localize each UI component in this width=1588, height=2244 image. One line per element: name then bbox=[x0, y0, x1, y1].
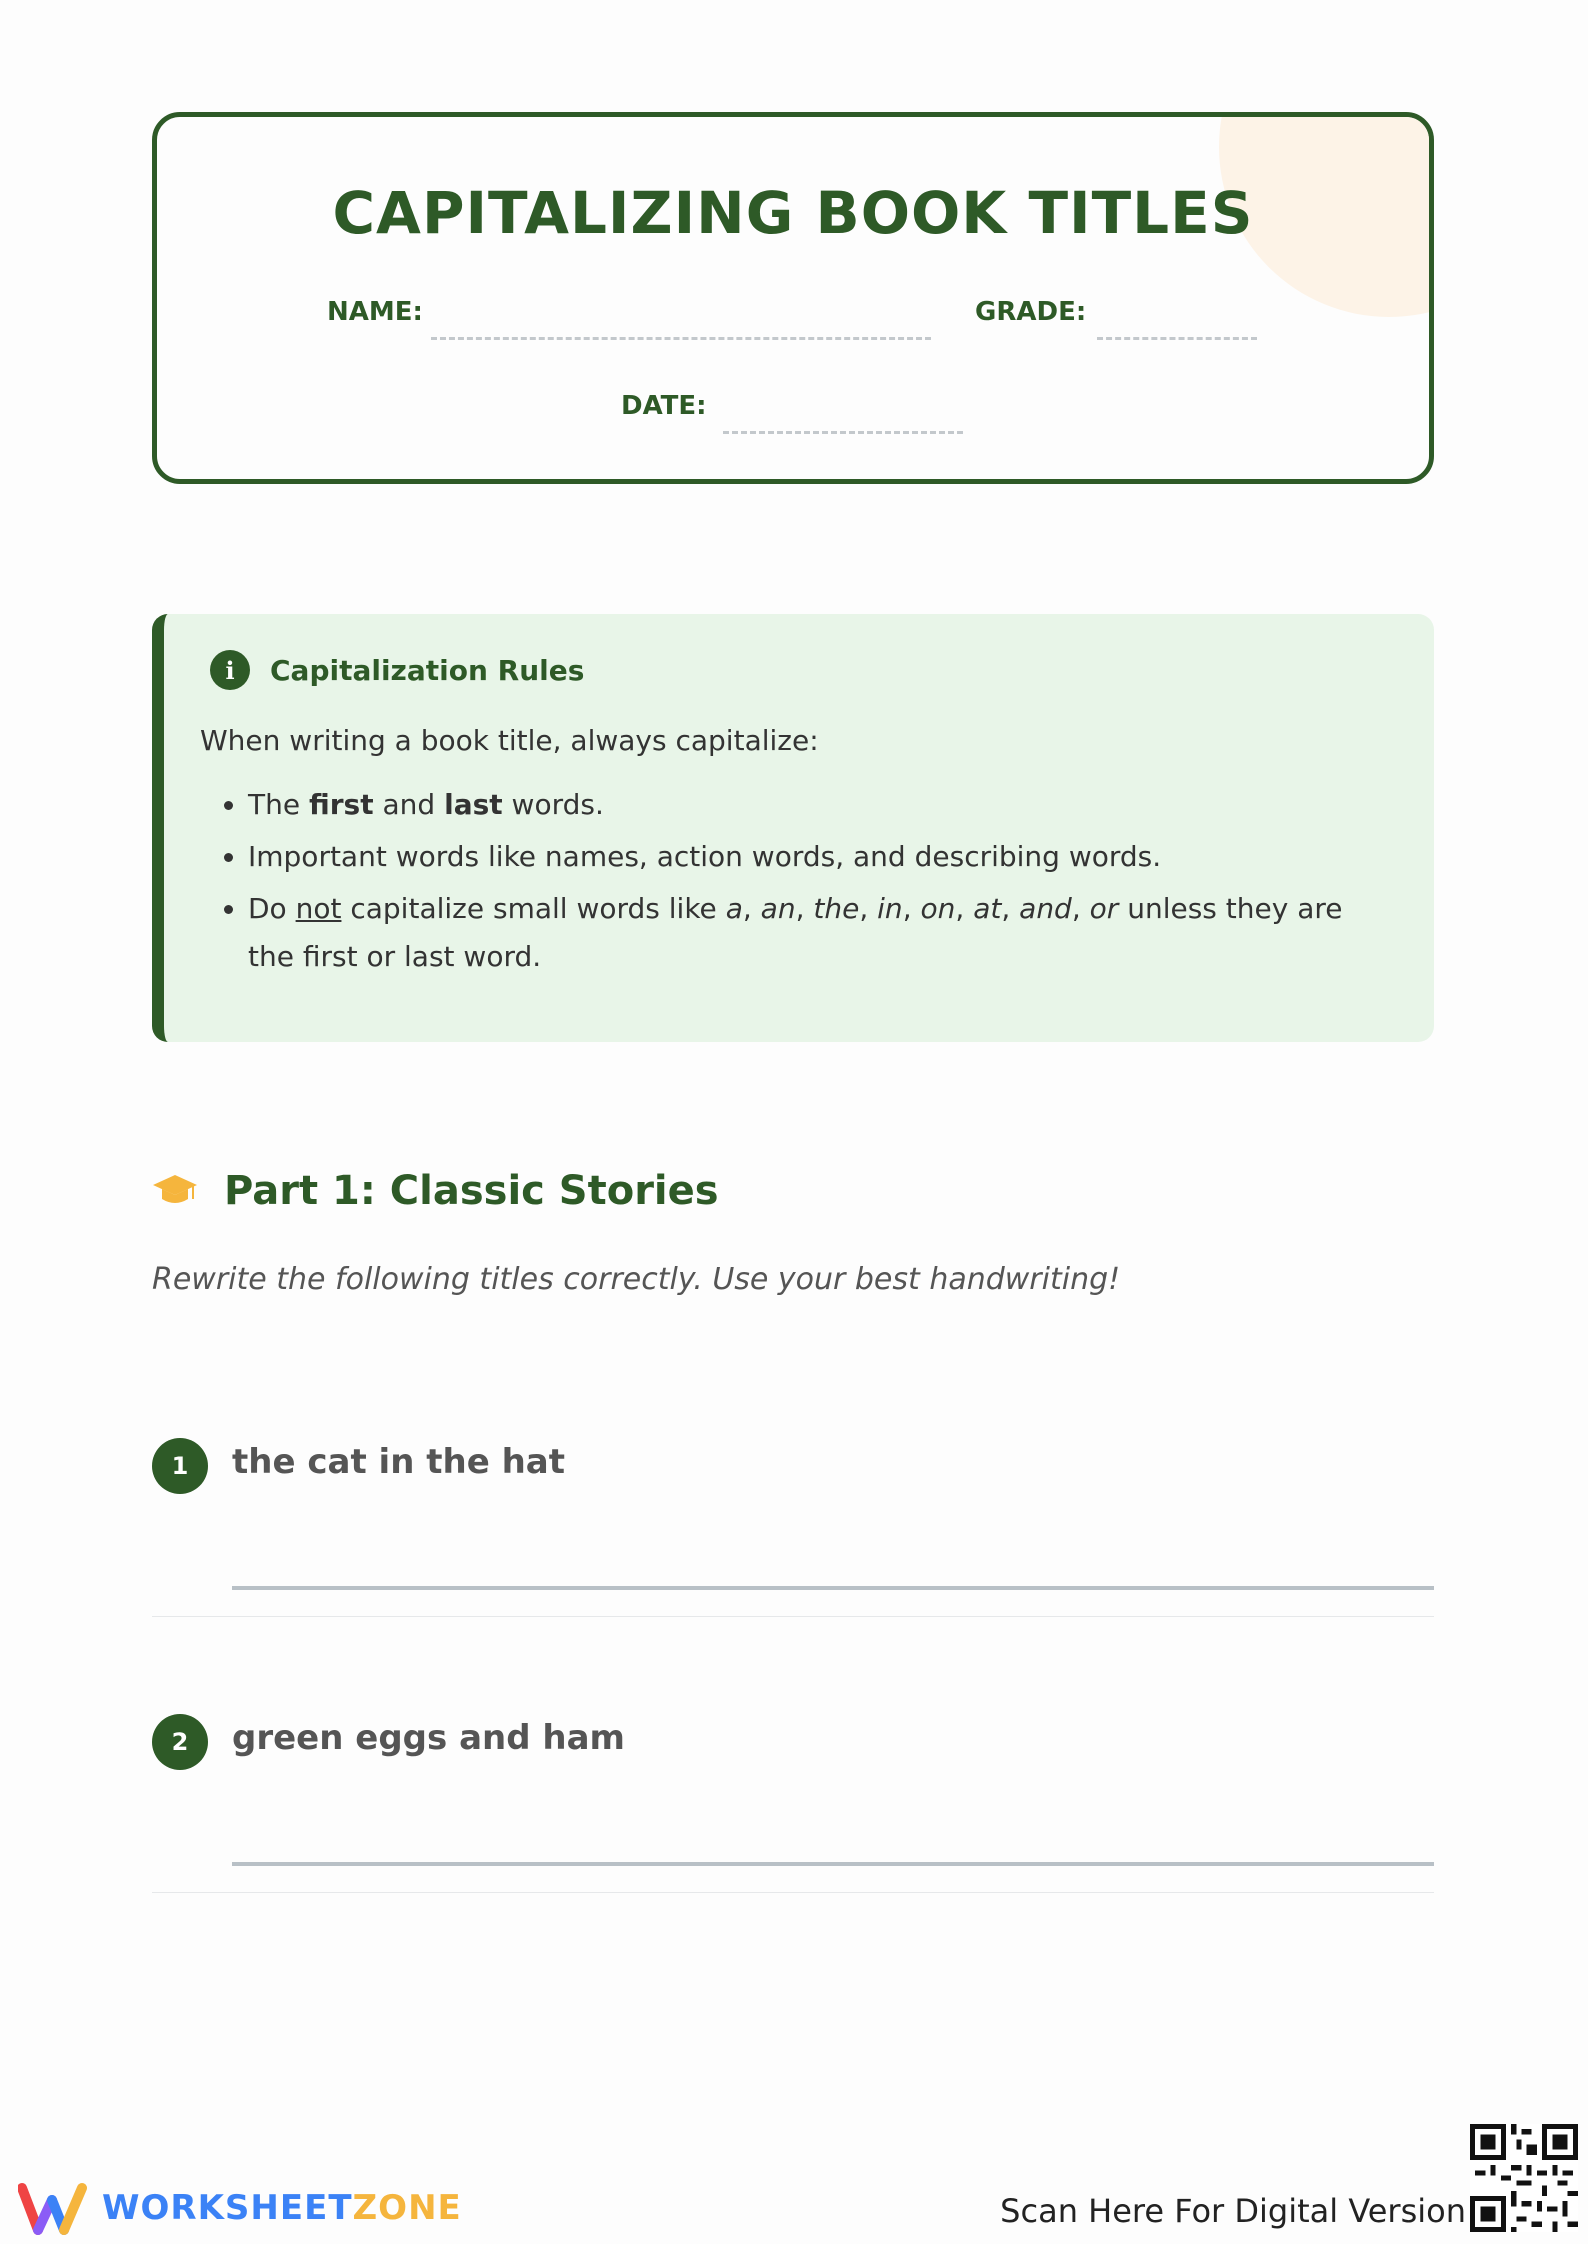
date-field[interactable] bbox=[723, 431, 963, 434]
brand-name: WORKSHEETZONE bbox=[102, 2188, 462, 2228]
info-icon: i bbox=[210, 650, 250, 690]
rules-header bbox=[210, 650, 1394, 690]
part-heading bbox=[152, 1168, 719, 1214]
answer-line[interactable] bbox=[232, 1586, 1434, 1590]
rules-title: Capitalization Rules bbox=[270, 653, 585, 687]
qr-code-icon[interactable] bbox=[1470, 2124, 1578, 2232]
grade-field[interactable] bbox=[1097, 337, 1257, 340]
page-title: CAPITALIZING BOOK TITLES bbox=[332, 179, 1254, 247]
scan-text: Scan Here For Digital Version bbox=[1000, 2192, 1466, 2230]
question-number-badge: 1 bbox=[152, 1438, 208, 1494]
name-label: NAME: bbox=[327, 297, 423, 327]
question-item bbox=[152, 1438, 1434, 1618]
rule-item: • Do not capitalize small words like a, an, the, in, on, at, and, or unless they are the first or last word. bbox=[248, 885, 1394, 981]
grade-label: GRADE: bbox=[975, 297, 1087, 327]
header-card bbox=[152, 112, 1434, 484]
date-label: DATE: bbox=[621, 391, 707, 421]
rules-list bbox=[200, 781, 1394, 981]
question-text: the cat in the hat bbox=[232, 1442, 565, 1482]
worksheetzone-logo-icon bbox=[18, 2180, 88, 2236]
rule-item: • The first and last words. bbox=[248, 781, 1394, 829]
divider bbox=[152, 1892, 1434, 1893]
part-title: Part 1: Classic Stories bbox=[224, 1168, 719, 1214]
rules-box bbox=[152, 614, 1434, 1042]
rule-item: • Important words like names, action words, and describing words. bbox=[248, 833, 1394, 881]
answer-line[interactable] bbox=[232, 1862, 1434, 1866]
brand-logo[interactable] bbox=[18, 2180, 462, 2236]
graduation-cap-icon bbox=[152, 1173, 198, 1209]
instructions: Rewrite the following titles correctly. Use your best handwriting! bbox=[152, 1262, 1121, 1297]
question-item bbox=[152, 1714, 1434, 1894]
question-number-badge: 2 bbox=[152, 1714, 208, 1770]
question-text: green eggs and ham bbox=[232, 1718, 625, 1758]
divider bbox=[152, 1616, 1434, 1617]
name-field[interactable] bbox=[431, 337, 931, 340]
rules-intro: When writing a book title, always capitalize: bbox=[200, 724, 819, 757]
